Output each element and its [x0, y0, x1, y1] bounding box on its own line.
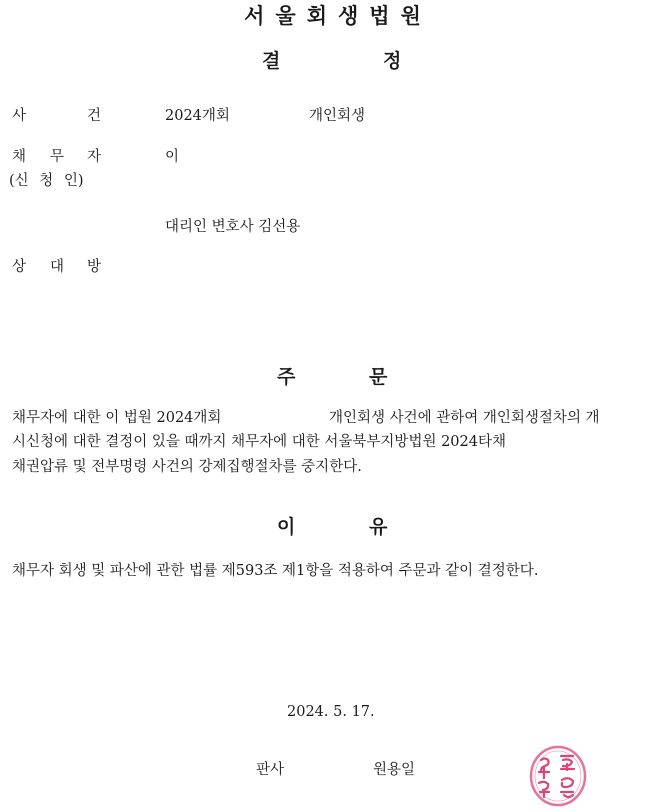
debtor-label-char-1: 채: [12, 149, 27, 165]
opponent-label-char-3: 방: [87, 259, 102, 275]
judge-title: 판사: [256, 762, 285, 778]
order-heading-second-char: 문: [369, 366, 388, 388]
debtor-label-char-3: 자: [87, 149, 102, 165]
order-heading-first-char: 주: [277, 366, 296, 388]
seal-icon: [527, 742, 589, 808]
order-line-3: 채권압류 및 전부명령 사건의 강제집행절차를 중지한다.: [12, 459, 362, 475]
opponent-label-char-1: 상: [12, 259, 27, 275]
opponent-label-char-2: 대: [50, 259, 65, 275]
case-label-char-1: 사: [12, 108, 27, 124]
case-type: 개인회생: [309, 108, 366, 124]
reason-heading-second-char: 유: [369, 516, 388, 538]
order-line-1-part-1: 채무자에 대한 이 법원 2024개회: [12, 410, 222, 426]
doc-type-second-char: 정: [383, 50, 402, 72]
court-name: 서울회생법원: [244, 4, 432, 28]
agent-attorney: 대리인 변호사 김선용: [165, 219, 301, 235]
case-number: 2024개회: [165, 108, 230, 124]
reason-text: 채무자 회생 및 파산에 관한 법률 제593조 제1항을 적용하여 주문과 같이 결정한다.: [12, 563, 539, 579]
applicant-label: (신 청 인): [9, 173, 84, 189]
judge-name: 원용일: [373, 762, 416, 778]
doc-type-first-char: 결: [262, 50, 281, 72]
order-line-1-part-2: 개인회생 사건에 관하여 개인회생절차의 개: [329, 410, 600, 426]
decision-date: 2024. 5. 17.: [287, 704, 375, 720]
order-line-2: 시신청에 대한 결정이 있을 때까지 채무자에 대한 서울북부지방법원 2024타채: [12, 434, 506, 450]
case-label-char-2: 건: [87, 108, 102, 124]
judge-seal-stamp: [527, 742, 589, 808]
reason-heading-first-char: 이: [277, 516, 296, 538]
debtor-label-char-2: 무: [50, 149, 65, 165]
debtor-name: 이: [165, 149, 180, 165]
